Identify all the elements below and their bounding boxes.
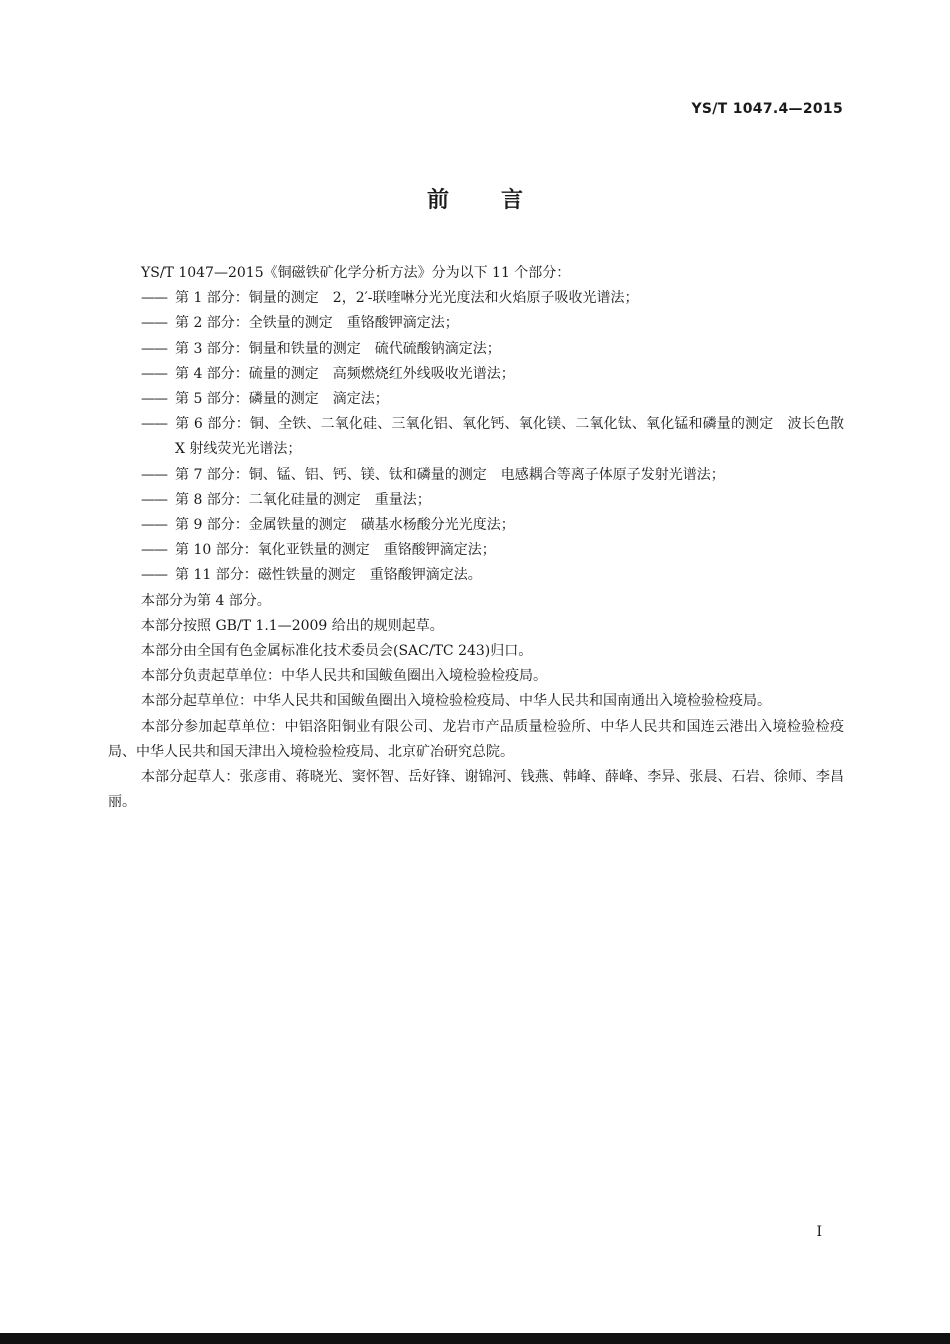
standard-number: YS/T 1047.4—2015 [691, 101, 843, 117]
list-item [108, 538, 844, 563]
list-item-text: 第 8 部分：二氧化硅量的测定 重量法； [175, 491, 431, 508]
parts-list [108, 286, 844, 588]
bottom-border [0, 1333, 950, 1344]
intro-paragraph: YS/T 1047—2015《铜磁铁矿化学分析方法》分为以下 11 个部分： [141, 265, 571, 281]
dash-marker: —— [141, 391, 167, 408]
list-item [108, 563, 844, 588]
list-item [108, 412, 844, 462]
dash-marker: —— [141, 542, 167, 559]
list-item [108, 362, 844, 387]
list-item [108, 513, 844, 538]
list-item [108, 286, 844, 311]
list-item [108, 387, 844, 412]
list-item-text: 第 10 部分：氧化亚铁量的测定 重铬酸钾滴定法； [175, 542, 496, 559]
list-item-text: 第 6 部分：铜、全铁、二氧化硅、三氧化铝、氧化钙、氧化镁、二氧化钛、氧化锰和磷量的测定 波长色散 X 射线荧光光谱法； [175, 416, 844, 458]
dash-marker: —— [141, 315, 167, 332]
list-item-text: 第 11 部分：磁性铁量的测定 重铬酸钾滴定法。 [175, 567, 482, 584]
list-item-text: 第 4 部分：硫量的测定 高频燃烧红外线吸收光谱法； [175, 365, 515, 382]
drafters-statement: 本部分起草人：张彦甫、蒋晓光、窦怀智、岳好锋、谢锦河、钱燕、韩峰、薛峰、李异、张晨、石岩、徐师、李昌丽。 [108, 769, 844, 811]
page-number: I [816, 1224, 822, 1240]
participating-units-statement: 本部分参加起草单位：中铝洛阳铜业有限公司、龙岩市产品质量检验所、中华人民共和国连云港出入境检验检疫局、中华人民共和国天津出入境检验检疫局、北京矿冶研究总院。 [108, 718, 844, 760]
foreword-body [108, 261, 844, 815]
committee-statement: 本部分由全国有色金属标准化技术委员会(SAC/TC 243)归口。 [141, 643, 533, 660]
dash-marker: —— [141, 416, 167, 433]
list-item [108, 488, 844, 513]
dash-marker: —— [141, 567, 167, 584]
list-item-text: 第 1 部分：铜量的测定 2，2′-联喹啉分光光度法和火焰原子吸收光谱法； [175, 290, 639, 307]
dash-marker: —— [141, 340, 167, 357]
list-item-text: 第 7 部分：铜、锰、铝、钙、镁、钛和磷量的测定 电感耦合等离子体原子发射光谱法； [175, 466, 725, 483]
dash-marker: —— [141, 466, 167, 483]
list-item-text: 第 5 部分：磷量的测定 滴定法； [175, 391, 389, 408]
list-item [108, 463, 844, 488]
page-title: 前言 [426, 188, 575, 213]
list-item-text: 第 3 部分：铜量和铁量的测定 硫代硫酸钠滴定法； [175, 340, 501, 357]
list-item-text: 第 9 部分：金属铁量的测定 磺基水杨酸分光光度法； [175, 517, 515, 534]
responsible-drafter-statement: 本部分负责起草单位：中华人民共和国鲅鱼圈出入境检验检疫局。 [141, 668, 547, 685]
dash-marker: —— [141, 517, 167, 534]
drafting-rules-statement: 本部分按照 GB/T 1.1—2009 给出的规则起草。 [141, 617, 444, 634]
list-item [108, 311, 844, 336]
drafting-units-statement: 本部分起草单位：中华人民共和国鲅鱼圈出入境检验检疫局、中华人民共和国南通出入境检验检疫局。 [141, 693, 771, 710]
part-statement: 本部分为第 4 部分。 [141, 592, 271, 609]
dash-marker: —— [141, 365, 167, 382]
dash-marker: —— [141, 290, 167, 307]
list-item-text: 第 2 部分：全铁量的测定 重铬酸钾滴定法； [175, 315, 459, 332]
list-item [108, 337, 844, 362]
dash-marker: —— [141, 491, 167, 508]
